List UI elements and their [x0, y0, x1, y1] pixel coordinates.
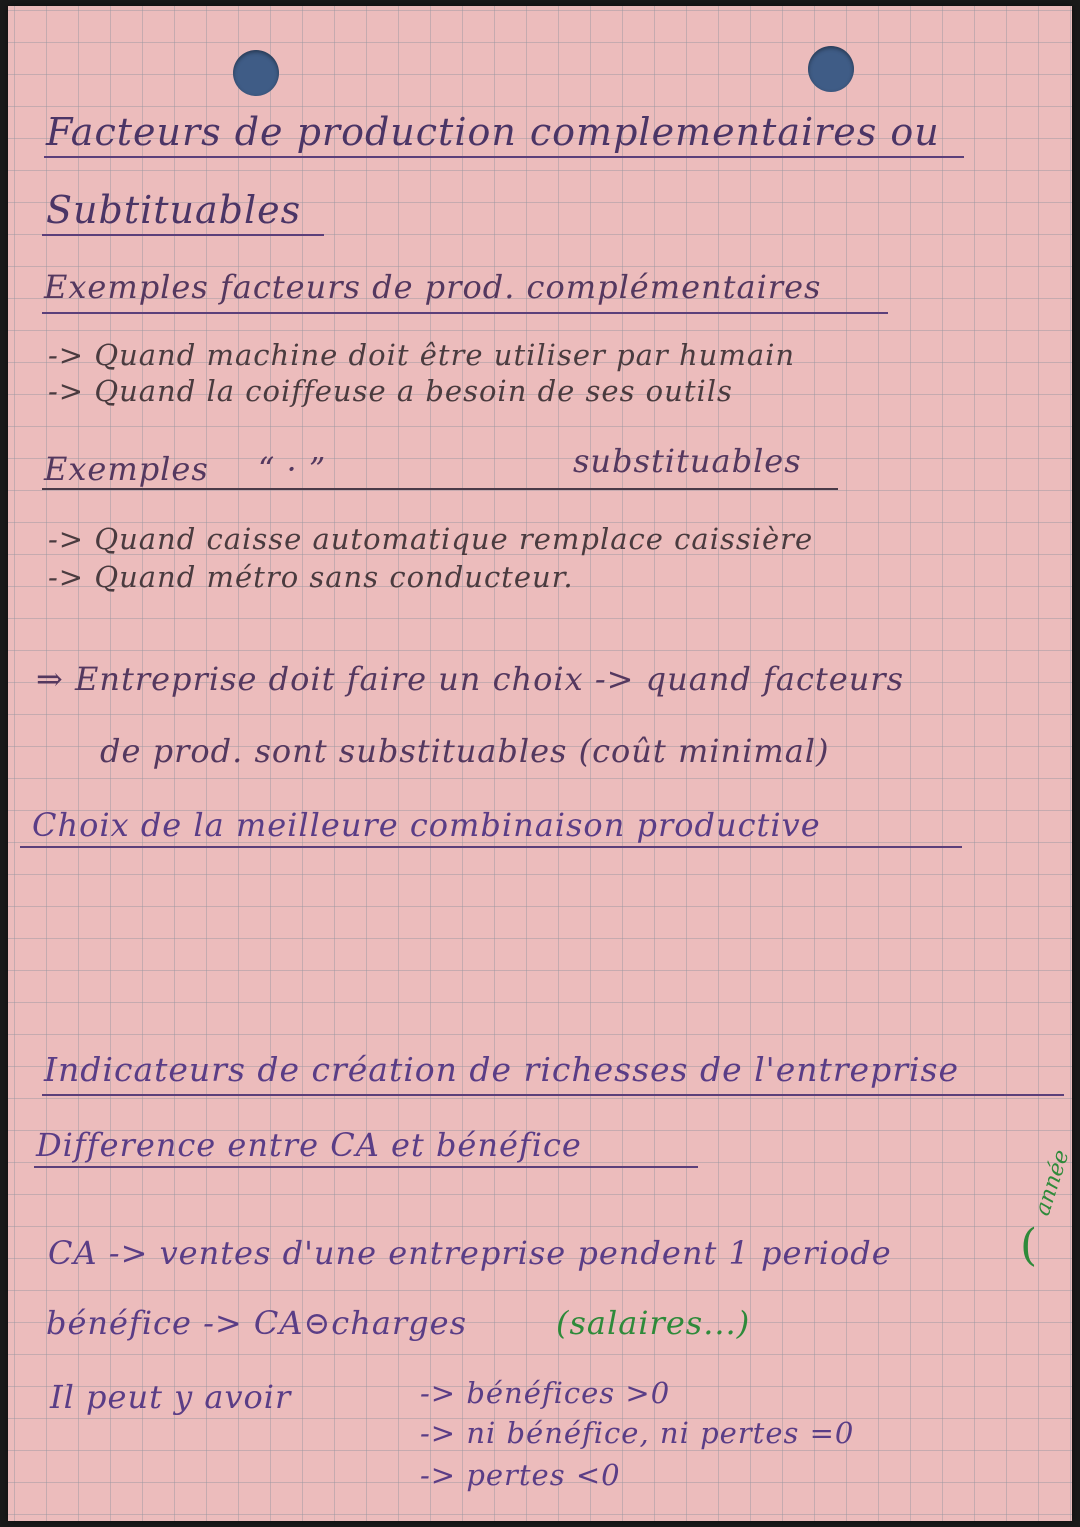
- ca-note: année: [1030, 1146, 1075, 1219]
- section2-title: Indicateurs de création de richesses de l'entreprise: [44, 1050, 959, 1089]
- punch-hole-right: [808, 46, 854, 92]
- ex-sub-underline: [42, 488, 838, 490]
- conclusion-line1: ⇒ Entreprise doit faire un choix -> quand facteurs: [36, 660, 905, 698]
- choice-underline: [20, 846, 962, 848]
- benefice-note: (salaires...): [556, 1304, 751, 1342]
- diff-underline: [34, 1166, 698, 1168]
- conclusion-line2: de prod. sont substituables (coût minimal): [100, 732, 830, 770]
- section2-title-underline: [42, 1094, 1064, 1096]
- ex-sub-item-1: -> Quand caisse automatique remplace caissière: [48, 522, 814, 556]
- choice-heading: Choix de la meilleure combinaison productive: [32, 806, 821, 844]
- ex-comp-item-2: -> Quand la coiffeuse a besoin de ses outils: [48, 374, 733, 408]
- ex-comp-underline: [42, 312, 888, 314]
- ex-sub-ditto: “ · ”: [258, 450, 327, 488]
- case-3: -> pertes <0: [420, 1458, 621, 1492]
- ex-sub-item-2: -> Quand métro sans conducteur.: [48, 560, 574, 594]
- section1-title-line1: Facteurs de production complementaires ou: [46, 110, 940, 154]
- ex-sub-heading-word: Exemples: [44, 450, 209, 488]
- ex-comp-item-1: -> Quand machine doit être utiliser par humain: [48, 338, 796, 372]
- cases-lead: Il peut y avoir: [50, 1378, 292, 1416]
- diff-heading: Difference entre CA et bénéfice: [36, 1126, 582, 1164]
- title2-underline: [42, 234, 324, 236]
- case-1: -> bénéfices >0: [420, 1376, 671, 1410]
- ex-comp-heading: Exemples facteurs de prod. complémentaires: [44, 268, 822, 306]
- ca-note-paren: (: [1020, 1220, 1038, 1271]
- punch-hole-left: [233, 50, 279, 96]
- benefice-definition: bénéfice -> CA⊝charges: [46, 1304, 468, 1342]
- ex-sub-heading-rest: substituables: [573, 442, 802, 480]
- notecard: [8, 6, 1075, 1521]
- ca-definition: CA -> ventes d'une entreprise pendent 1 periode: [48, 1234, 892, 1272]
- case-2: -> ni bénéfice, ni pertes =0: [420, 1416, 855, 1450]
- section1-title-line2: Subtituables: [46, 188, 302, 232]
- title1-underline: [44, 156, 964, 158]
